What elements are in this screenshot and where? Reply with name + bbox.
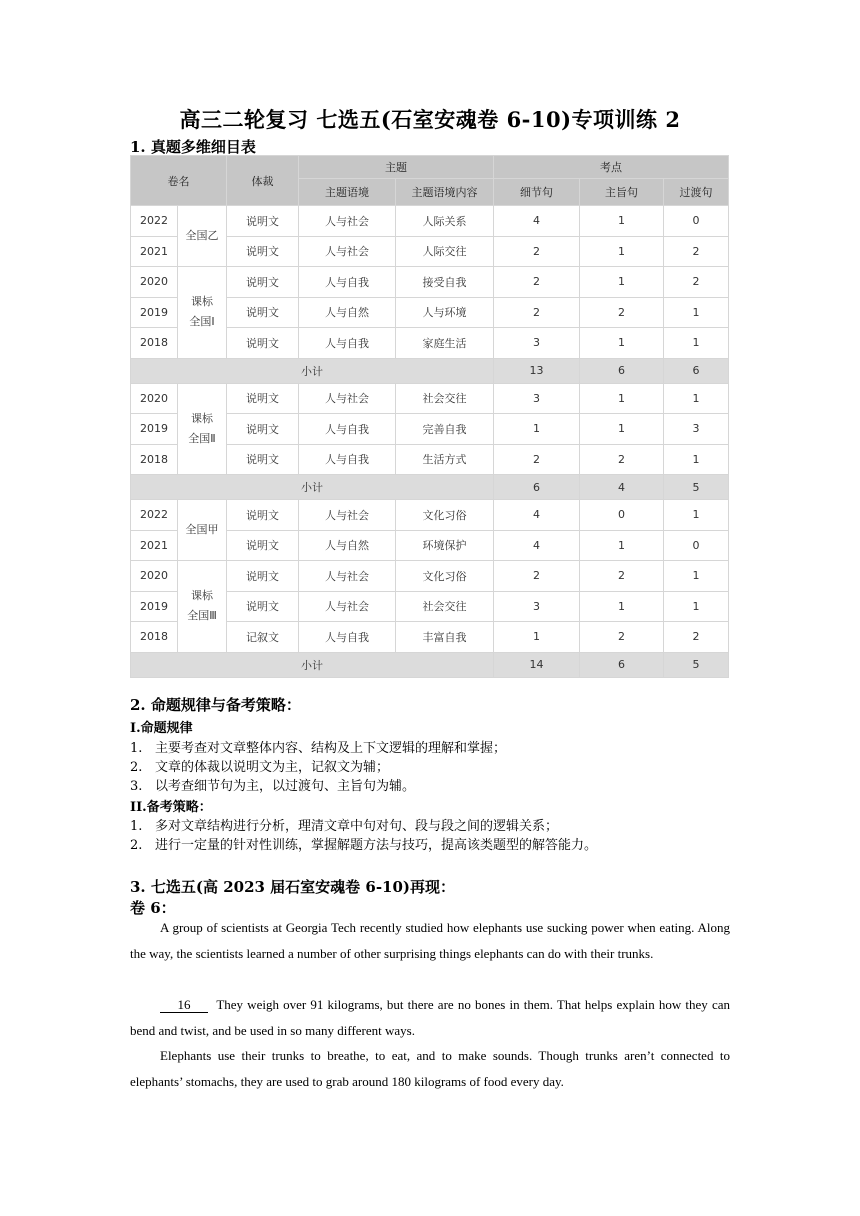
cell-content: 生活方式 (396, 444, 494, 475)
paragraph-text: They weigh over 91 kilograms, but there are no bones in them. That helps explain how they can bend and twist, and be used in so many different ways. (130, 997, 730, 1038)
cell-content: 人与环境 (396, 297, 494, 328)
cell-content: 文化习俗 (396, 561, 494, 592)
cell-main: 1 (580, 591, 664, 622)
cell-year: 2020 (131, 383, 178, 414)
paragraph-text: A group of scientists at Georgia Tech recently studied how elephants use sucking power when eating. Along the way, the scientists learned a number of other surprising things elephants can do with their trunks. (130, 920, 730, 961)
cell-detail: 3 (494, 383, 580, 414)
cell-year: 2018 (131, 444, 178, 475)
cell-detail: 4 (494, 206, 580, 237)
header-theme: 主题 (299, 156, 494, 179)
subtotal-main: 6 (580, 652, 664, 677)
cell-transition: 1 (664, 444, 729, 475)
cell-transition: 3 (664, 414, 729, 445)
cell-genre: 说明文 (227, 206, 299, 237)
table-row (131, 206, 729, 237)
cell-transition: 2 (664, 236, 729, 267)
strategy-number: 1. (130, 819, 143, 834)
cell-content: 环境保护 (396, 530, 494, 561)
rule-text: 以考查细节句为主，以过渡句、主旨句为辅。 (155, 779, 416, 794)
cell-detail: 2 (494, 297, 580, 328)
subtotal-transition: 6 (664, 358, 729, 383)
cell-year: 2021 (131, 530, 178, 561)
cell-year: 2018 (131, 622, 178, 653)
cell-paper-name: 课标 全国Ⅰ (178, 267, 227, 359)
table-row (131, 383, 729, 414)
strategy-text: 多对文章结构进行分析，理清文章中句对句、段与段之间的逻辑关系； (155, 819, 559, 834)
blank-16[interactable]: 16 (160, 997, 208, 1013)
section-heading-passage: 3. 七选五(高 2023 届石室安魂卷 6-10)再现： (130, 878, 456, 896)
cell-content: 家庭生活 (396, 328, 494, 359)
cell-detail: 3 (494, 328, 580, 359)
cell-detail: 4 (494, 500, 580, 531)
section-heading-table: 1. 真题多维细目表 (130, 138, 256, 156)
cell-transition: 1 (664, 591, 729, 622)
header-transition: 过渡句 (664, 179, 729, 206)
rule-number: 1. (130, 741, 143, 756)
cell-main: 2 (580, 297, 664, 328)
cell-transition: 1 (664, 297, 729, 328)
cell-content: 丰富自我 (396, 622, 494, 653)
paragraph-text: Elephants use their trunks to breathe, to eat, and to make sounds. Though trunks aren’t connected to elephants’ stomachs, they are used to grab around 180 kilograms of food every day. (130, 1048, 730, 1089)
subtotal-main: 6 (580, 358, 664, 383)
cell-detail: 2 (494, 444, 580, 475)
rule-item (130, 756, 389, 775)
cell-context: 人与自我 (299, 414, 396, 445)
cell-context: 人与自我 (299, 328, 396, 359)
cell-context: 人与社会 (299, 591, 396, 622)
cell-main: 1 (580, 530, 664, 561)
cell-main: 1 (580, 206, 664, 237)
header-points: 考点 (494, 156, 729, 179)
cell-main: 2 (580, 444, 664, 475)
cell-content: 社会交往 (396, 383, 494, 414)
cell-genre: 说明文 (227, 561, 299, 592)
cell-detail: 1 (494, 414, 580, 445)
cell-content: 文化习俗 (396, 500, 494, 531)
cell-year: 2019 (131, 297, 178, 328)
strategy-number: 2. (130, 838, 143, 853)
cell-content: 社会交往 (396, 591, 494, 622)
cell-detail: 4 (494, 530, 580, 561)
cell-genre: 记叙文 (227, 622, 299, 653)
cell-context: 人与社会 (299, 383, 396, 414)
cell-detail: 2 (494, 236, 580, 267)
subtotal-row (131, 652, 729, 677)
cell-context: 人与自我 (299, 267, 396, 298)
cell-content: 接受自我 (396, 267, 494, 298)
passage-paragraph-3 (130, 1043, 730, 1095)
table-row (131, 500, 729, 531)
cell-genre: 说明文 (227, 236, 299, 267)
cell-genre: 说明文 (227, 383, 299, 414)
rule-text: 文章的体裁以说明文为主，记叙文为辅； (155, 760, 390, 775)
cell-detail: 2 (494, 561, 580, 592)
cell-transition: 1 (664, 500, 729, 531)
subtotal-detail: 6 (494, 475, 580, 500)
cell-content: 人际关系 (396, 206, 494, 237)
detail-table (130, 155, 729, 678)
table-row (131, 267, 729, 298)
cell-detail: 3 (494, 591, 580, 622)
header-context: 主题语境 (299, 179, 396, 206)
subtotal-row (131, 358, 729, 383)
detail-table-wrapper (130, 155, 728, 678)
cell-main: 1 (580, 414, 664, 445)
cell-main: 1 (580, 236, 664, 267)
cell-main: 2 (580, 622, 664, 653)
cell-transition: 0 (664, 206, 729, 237)
table-row (131, 561, 729, 592)
cell-year: 2019 (131, 414, 178, 445)
rule-text: 主要考查对文章整体内容、结构及上下文逻辑的理解和掌握； (155, 741, 507, 756)
strategy-item (130, 834, 597, 853)
cell-genre: 说明文 (227, 591, 299, 622)
cell-year: 2020 (131, 561, 178, 592)
cell-paper-name: 全国甲 (178, 500, 227, 561)
header-content: 主题语境内容 (396, 179, 494, 206)
cell-context: 人与社会 (299, 236, 396, 267)
header-name: 卷名 (131, 156, 227, 206)
cell-context: 人与社会 (299, 500, 396, 531)
cell-detail: 2 (494, 267, 580, 298)
cell-content: 完善自我 (396, 414, 494, 445)
header-detail: 细节句 (494, 179, 580, 206)
subtotal-transition: 5 (664, 475, 729, 500)
cell-paper-name: 课标 全国Ⅲ (178, 561, 227, 653)
cell-context: 人与自我 (299, 622, 396, 653)
cell-detail: 1 (494, 622, 580, 653)
cell-year: 2022 (131, 206, 178, 237)
rule-number: 3. (130, 779, 143, 794)
cell-main: 1 (580, 267, 664, 298)
cell-transition: 1 (664, 561, 729, 592)
cell-context: 人与社会 (299, 206, 396, 237)
cell-genre: 说明文 (227, 444, 299, 475)
passage-paragraph-2 (130, 992, 730, 1044)
subtotal-label: 小计 (131, 652, 494, 677)
rule-item (130, 737, 506, 756)
header-genre: 体裁 (227, 156, 299, 206)
cell-transition: 0 (664, 530, 729, 561)
cell-year: 2020 (131, 267, 178, 298)
subtotal-row (131, 475, 729, 500)
passage-paragraph-1 (130, 915, 730, 967)
cell-year: 2018 (131, 328, 178, 359)
cell-main: 1 (580, 383, 664, 414)
cell-transition: 2 (664, 622, 729, 653)
cell-year: 2021 (131, 236, 178, 267)
cell-main: 2 (580, 561, 664, 592)
strategy-label: II.备考策略： (130, 800, 212, 815)
cell-genre: 说明文 (227, 328, 299, 359)
cell-transition: 1 (664, 383, 729, 414)
rules-label: I.命题规律 (130, 721, 193, 736)
cell-genre: 说明文 (227, 530, 299, 561)
subtotal-main: 4 (580, 475, 664, 500)
cell-context: 人与自我 (299, 444, 396, 475)
subtotal-detail: 14 (494, 652, 580, 677)
cell-transition: 1 (664, 328, 729, 359)
cell-context: 人与自然 (299, 530, 396, 561)
rule-item (130, 775, 415, 794)
volume-label: 卷 6： (130, 899, 176, 917)
cell-paper-name: 全国乙 (178, 206, 227, 267)
cell-context: 人与社会 (299, 561, 396, 592)
cell-main: 1 (580, 328, 664, 359)
subtotal-transition: 5 (664, 652, 729, 677)
cell-content: 人际交往 (396, 236, 494, 267)
cell-year: 2019 (131, 591, 178, 622)
section-heading-strategy: 2. 命题规律与备考策略： (130, 696, 301, 714)
cell-genre: 说明文 (227, 267, 299, 298)
cell-paper-name: 课标 全国Ⅱ (178, 383, 227, 475)
table-body (131, 206, 729, 678)
cell-genre: 说明文 (227, 414, 299, 445)
cell-main: 0 (580, 500, 664, 531)
subtotal-detail: 13 (494, 358, 580, 383)
cell-genre: 说明文 (227, 500, 299, 531)
subtotal-label: 小计 (131, 475, 494, 500)
cell-context: 人与自然 (299, 297, 396, 328)
subtotal-label: 小计 (131, 358, 494, 383)
rule-number: 2. (130, 760, 143, 775)
cell-transition: 2 (664, 267, 729, 298)
cell-year: 2022 (131, 500, 178, 531)
header-main: 主旨句 (580, 179, 664, 206)
strategy-text: 进行一定量的针对性训练，掌握解题方法与技巧，提高该类题型的解答能力。 (155, 838, 598, 853)
strategy-item (130, 815, 558, 834)
page-title: 高三二轮复习 七选五(石室安魂卷 6-10)专项训练 2 (179, 107, 681, 132)
cell-genre: 说明文 (227, 297, 299, 328)
